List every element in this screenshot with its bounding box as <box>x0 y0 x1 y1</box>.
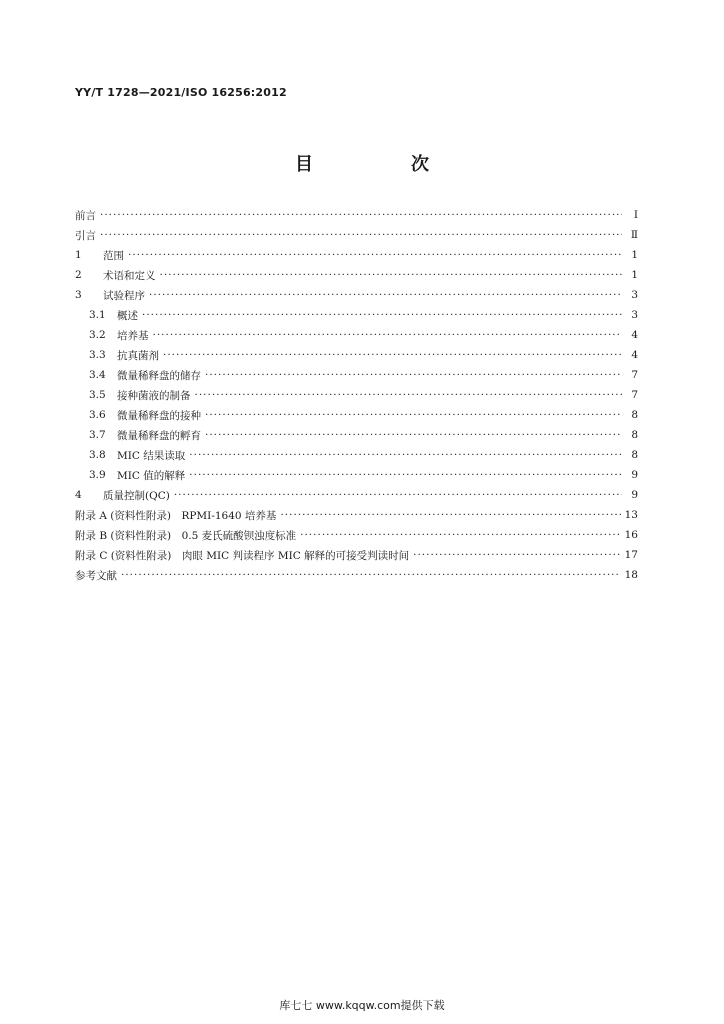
dot-leader <box>121 569 621 581</box>
toc-entry-page: 9 <box>631 469 638 481</box>
toc-entry-label: 微量稀释盘的接种 <box>117 409 201 422</box>
toc-entry-number: 2 <box>75 269 82 281</box>
toc-entry[interactable] <box>75 385 638 405</box>
toc-entry-label: 概述 <box>117 309 138 322</box>
dot-leader <box>128 249 622 261</box>
dot-leader <box>205 409 622 421</box>
toc-entry-label: MIC 结果读取 <box>117 449 186 462</box>
toc-entry-number: 3.3 <box>89 349 106 361</box>
toc-entry[interactable] <box>75 405 638 425</box>
toc-entry[interactable] <box>75 485 638 505</box>
toc-entry[interactable] <box>75 205 638 225</box>
toc-entry-label: 培养基 <box>117 329 149 342</box>
toc-entry[interactable] <box>75 465 638 485</box>
dot-leader <box>205 429 622 441</box>
toc-entry[interactable] <box>75 445 638 465</box>
toc-entry-page: 1 <box>631 269 638 281</box>
dot-leader <box>189 449 622 461</box>
toc-entry[interactable] <box>75 245 638 265</box>
toc-entry-label: 范围 <box>103 249 124 262</box>
toc-entry-label: 微量稀释盘的孵育 <box>117 429 201 442</box>
toc-entry-label: 前言 <box>75 209 96 222</box>
toc-entry-number: 3.4 <box>89 369 106 381</box>
toc-entry[interactable] <box>75 565 638 585</box>
dot-leader <box>300 529 621 541</box>
toc-entry-label: 附录 C (资料性附录) 肉眼 MIC 判读程序 MIC 解释的可接受判读时间 <box>75 549 410 562</box>
toc-entry-label: 抗真菌剂 <box>117 349 159 362</box>
toc-entry[interactable] <box>75 545 638 565</box>
toc-entry-number: 1 <box>75 249 82 261</box>
toc-entry-page: 8 <box>631 409 638 421</box>
toc-entry[interactable] <box>75 365 638 385</box>
toc-entry-number: 3.6 <box>89 409 106 421</box>
toc-entry-label: 接种菌液的制备 <box>117 389 191 402</box>
standard-number: YY/T 1728—2021/ISO 16256:2012 <box>75 86 287 99</box>
toc-entry-page: Ⅰ <box>633 209 638 221</box>
toc-entry-label: 质量控制(QC) <box>103 489 170 502</box>
toc-entry-page: 3 <box>631 309 638 321</box>
dot-leader <box>174 489 622 501</box>
dot-leader <box>195 389 623 401</box>
toc-entry-page: 4 <box>631 349 638 361</box>
dot-leader <box>280 509 620 521</box>
dot-leader <box>153 329 623 341</box>
toc-entry-page: 1 <box>631 249 638 261</box>
page-title: 目 次 <box>295 154 469 175</box>
toc-entry-number: 3.1 <box>89 309 106 321</box>
toc-entry-page: 3 <box>631 289 638 301</box>
dot-leader <box>413 549 621 561</box>
dot-leader <box>205 369 622 381</box>
toc-entry-number: 3.9 <box>89 469 106 481</box>
toc-entry[interactable] <box>75 265 638 285</box>
toc-entry-page: 7 <box>631 389 638 401</box>
dot-leader <box>149 289 622 301</box>
table-of-contents <box>75 205 638 585</box>
dot-leader <box>100 209 622 221</box>
toc-entry[interactable] <box>75 345 638 365</box>
toc-entry-number: 3.8 <box>89 449 106 461</box>
toc-entry-label: 引言 <box>75 229 96 242</box>
toc-entry[interactable] <box>75 425 638 445</box>
toc-entry-page: 13 <box>624 509 638 521</box>
toc-entry-label: 术语和定义 <box>103 269 156 282</box>
download-watermark: 库七七 www.kqqw.com提供下载 <box>279 999 445 1012</box>
toc-entry-label: MIC 值的解释 <box>117 469 186 482</box>
dot-leader <box>160 269 623 281</box>
toc-entry-number: 3 <box>75 289 82 301</box>
toc-entry-page: 17 <box>624 549 638 561</box>
toc-entry-label: 参考文献 <box>75 569 117 582</box>
toc-entry-number: 3.2 <box>89 329 106 341</box>
toc-entry-page: Ⅱ <box>630 229 638 241</box>
toc-entry[interactable] <box>75 225 638 245</box>
toc-entry-page: 9 <box>631 489 638 501</box>
toc-entry-page: 4 <box>631 329 638 341</box>
toc-entry-label: 试验程序 <box>103 289 145 302</box>
dot-leader <box>163 349 622 361</box>
toc-entry[interactable] <box>75 285 638 305</box>
toc-entry[interactable] <box>75 305 638 325</box>
toc-entry-label: 微量稀释盘的储存 <box>117 369 201 382</box>
dot-leader <box>142 309 622 321</box>
toc-entry[interactable] <box>75 525 638 545</box>
toc-entry-number: 4 <box>75 489 82 501</box>
toc-entry-page: 8 <box>631 429 638 441</box>
toc-entry-page: 16 <box>624 529 638 541</box>
toc-entry-page: 18 <box>624 569 638 581</box>
toc-entry-label: 附录 B (资料性附录) 0.5 麦氏硫酸钡浊度标准 <box>75 529 297 542</box>
toc-entry-page: 7 <box>631 369 638 381</box>
toc-entry-number: 3.5 <box>89 389 106 401</box>
toc-entry-label: 附录 A (资料性附录) RPMI-1640 培养基 <box>75 509 277 522</box>
toc-entry[interactable] <box>75 505 638 525</box>
dot-leader <box>189 469 622 481</box>
toc-entry-number: 3.7 <box>89 429 106 441</box>
dot-leader <box>100 229 622 241</box>
toc-entry-page: 8 <box>631 449 638 461</box>
toc-entry[interactable] <box>75 325 638 345</box>
